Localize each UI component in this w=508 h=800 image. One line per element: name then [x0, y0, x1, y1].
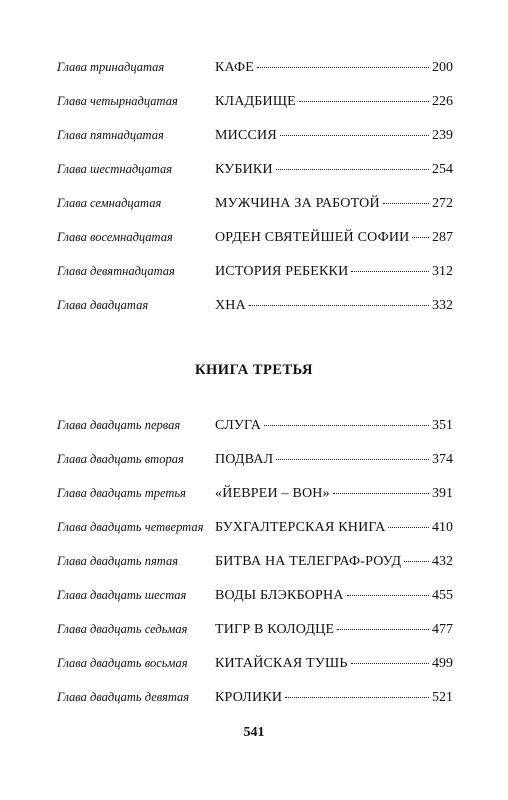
chapter-title: «ЙЕВРЕИ – ВОН»: [215, 486, 330, 501]
page-ref: 287: [432, 230, 453, 245]
dot-leader: [404, 561, 429, 562]
chapter-title: КУБИКИ: [215, 162, 273, 177]
chapter-title: ИСТОРИЯ РЕБЕККИ: [215, 264, 349, 279]
dot-leader: [264, 425, 429, 426]
dot-leader: [351, 663, 429, 664]
chapter-label: Глава шестнадцатая: [57, 162, 173, 176]
page-ref: 521: [432, 690, 453, 705]
page-ref: 477: [432, 622, 453, 637]
chapter-title: МУЖЧИНА ЗА РАБОТОЙ: [215, 196, 380, 211]
chapter-label: Глава двадцать третья: [57, 486, 186, 500]
page-ref: 374: [432, 452, 453, 467]
page-ref: 391: [432, 486, 453, 501]
chapter-label: Глава двадцать шестая: [57, 588, 187, 602]
chapter-label: Глава двадцатая: [57, 298, 149, 312]
chapter-title: ОРДЕН СВЯТЕЙШЕЙ СОФИИ: [215, 230, 410, 245]
toc-row: [57, 656, 453, 680]
page-ref: 351: [432, 418, 453, 433]
toc-row: [57, 298, 453, 322]
chapter-label: Глава семнадцатая: [57, 196, 162, 210]
page-ref: 312: [432, 264, 453, 279]
page-ref: 499: [432, 656, 453, 671]
chapter-title: КАФЕ: [215, 60, 254, 75]
page-ref: 410: [432, 520, 453, 535]
dot-leader: [299, 101, 429, 102]
dot-leader: [257, 67, 429, 68]
page-ref: 432: [432, 554, 453, 569]
chapter-label: Глава двадцать вторая: [57, 452, 184, 466]
chapter-label: Глава двадцать девятая: [57, 690, 190, 704]
page-ref: 332: [432, 298, 453, 313]
chapter-label: Глава двадцать пятая: [57, 554, 179, 568]
dot-leader: [333, 493, 429, 494]
chapter-title: КРОЛИКИ: [215, 690, 283, 705]
toc-row: [57, 94, 453, 118]
dot-leader: [276, 169, 429, 170]
page-ref: 455: [432, 588, 453, 603]
chapter-label: Глава двадцать восьмая: [57, 656, 188, 670]
dot-leader: [280, 135, 429, 136]
toc-row: [57, 128, 453, 152]
dot-leader: [388, 527, 429, 528]
chapter-title: КЛАДБИЩЕ: [215, 94, 296, 109]
toc-row: [57, 230, 453, 254]
dot-leader: [276, 459, 429, 460]
toc-row: [57, 418, 453, 442]
chapter-title: ХНА: [215, 298, 246, 313]
book-heading: КНИГА ТРЕТЬЯ: [195, 362, 313, 378]
dot-leader: [347, 595, 429, 596]
toc-row: [57, 520, 453, 544]
toc-row: [57, 554, 453, 578]
chapter-title: ТИГР В КОЛОДЦЕ: [215, 622, 335, 637]
toc-row: [57, 588, 453, 612]
chapter-title: ВОДЫ БЛЭКБОРНА: [215, 588, 344, 603]
chapter-title: СЛУГА: [215, 418, 262, 433]
toc-row: [57, 60, 453, 84]
chapter-label: Глава пятнадцатая: [57, 128, 164, 142]
dot-leader: [351, 271, 429, 272]
page-ref: 200: [432, 60, 453, 75]
chapter-title: БУХГАЛТЕРСКАЯ КНИГА: [215, 520, 386, 535]
chapter-title: МИССИЯ: [215, 128, 277, 143]
page-ref: 239: [432, 128, 453, 143]
page-ref: 226: [432, 94, 453, 109]
toc-row: [57, 452, 453, 476]
chapter-title: БИТВА НА ТЕЛЕГРАФ-РОУД: [215, 554, 402, 569]
toc-row: [57, 622, 453, 646]
toc-row: [57, 690, 453, 714]
toc-row: [57, 162, 453, 186]
chapter-title: КИТАЙСКАЯ ТУШЬ: [215, 656, 348, 671]
chapter-title: ПОДВАЛ: [215, 452, 274, 467]
dot-leader: [412, 237, 429, 238]
chapter-label: Глава девятнадцатая: [57, 264, 175, 278]
dot-leader: [383, 203, 429, 204]
chapter-label: Глава четырнадцатая: [57, 94, 178, 108]
chapter-label: Глава двадцать первая: [57, 418, 181, 432]
page-ref: 254: [432, 162, 453, 177]
dot-leader: [249, 305, 429, 306]
toc-row: [57, 264, 453, 288]
page-number: 541: [243, 725, 265, 740]
dot-leader: [285, 697, 429, 698]
dot-leader: [337, 629, 429, 630]
page-ref: 272: [432, 196, 453, 211]
chapter-label: Глава восемнадцатая: [57, 230, 173, 244]
chapter-label: Глава двадцать четвертая: [57, 520, 204, 534]
chapter-label: Глава тринадцатая: [57, 60, 165, 74]
toc-row: [57, 196, 453, 220]
toc-row: [57, 486, 453, 510]
chapter-label: Глава двадцать седьмая: [57, 622, 188, 636]
